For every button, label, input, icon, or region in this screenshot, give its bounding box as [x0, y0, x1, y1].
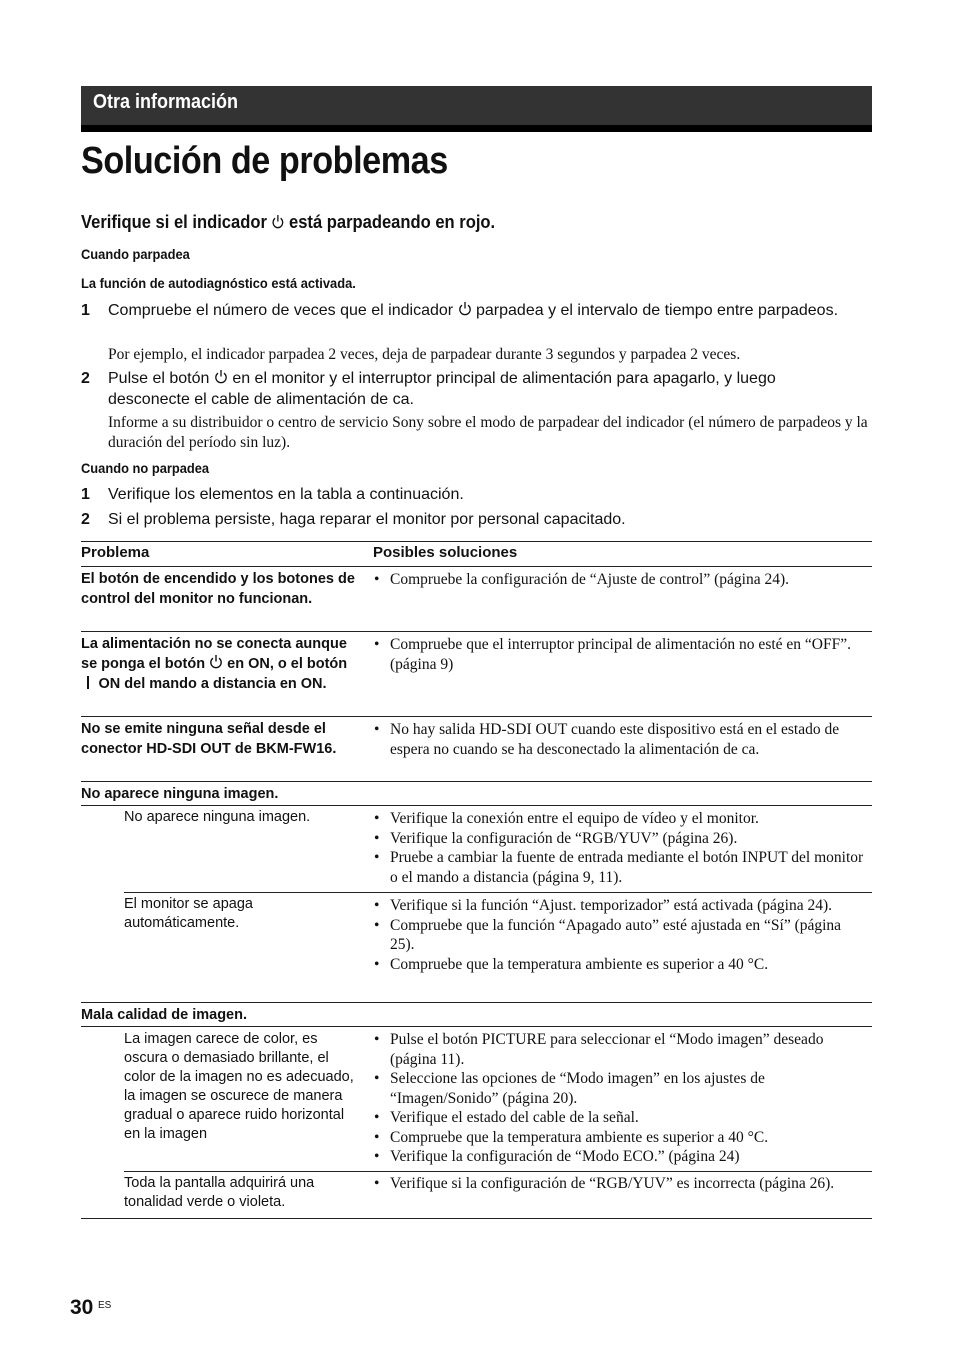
table-row-rule	[81, 631, 872, 632]
table-row-solutions	[372, 570, 867, 590]
table-row-problem: El botón de encendido y los botones de control del monitor no funcionan.	[81, 571, 355, 607]
solution-item: • Pulse el botón PICTURE para seleccionar el “Modo imagen” deseado (página 11).	[372, 1030, 867, 1069]
solution-item: • Compruebe que la función “Apagado auto” esté ajustada en “Sí” (página 25).	[372, 916, 867, 955]
power-icon	[272, 214, 285, 230]
solution-item: • Verifique la configuración de “RGB/YUV” (página 26).	[372, 829, 867, 849]
section-header	[81, 86, 872, 132]
table-group-title: No aparece ninguna imagen.	[81, 786, 279, 802]
table-row-rule	[81, 716, 872, 717]
table-row-rule	[81, 805, 872, 806]
table-subrow-problem: Toda la pantalla adquirirá una tonalidad verde o violeta.	[124, 1175, 315, 1210]
self-diagnosis-heading: La función de autodiagnóstico está activada.	[81, 275, 356, 291]
table-row-solutions	[372, 896, 867, 974]
col-header-problem: Problema	[81, 544, 150, 561]
on-bar-icon	[87, 676, 89, 689]
table-subrow-rule	[124, 892, 872, 893]
blinking-step-1: 1 Compruebe el número de veces que el indicador parpadea y el intervalo de tiempo entre parpadeos.	[81, 302, 839, 319]
solution-item: • Compruebe que el interruptor principal de alimentación no esté en “OFF”. (página 9)	[372, 635, 867, 674]
blinking-heading: Cuando parpadea	[81, 246, 190, 262]
solution-item: • No hay salida HD-SDI OUT cuando este dispositivo está en el estado de espera no cuando se ha desconectado la alimentación de ca.	[372, 720, 867, 759]
table-header-rule	[81, 566, 872, 567]
solution-item: • Compruebe que la temperatura ambiente es superior a 40 °C.	[372, 955, 867, 975]
section-title: Otra información	[93, 91, 239, 113]
power-icon	[458, 301, 472, 317]
solution-item: • Verifique si la función “Ajust. temporizador” está activada (página 24).	[372, 896, 867, 916]
solution-item: • Seleccione las opciones de “Modo imagen” en los ajustes de “Imagen/Sonido” (página 20).	[372, 1069, 867, 1108]
power-icon	[209, 654, 223, 670]
table-row-problem: La alimentación no se conecta aunque se ponga el botón en ON, o el botón ON del mando a distancia en ON.	[81, 636, 348, 692]
table-row-rule	[81, 1002, 872, 1003]
table-row-solutions	[372, 1174, 867, 1194]
solution-item: • Compruebe la configuración de “Ajuste de control” (página 24).	[372, 570, 867, 590]
table-row-solutions	[372, 720, 867, 759]
table-row-solutions	[372, 635, 867, 674]
page-number: 30	[70, 1296, 94, 1319]
table-top-rule	[81, 541, 872, 542]
table-subrow-problem: No aparece ninguna imagen.	[124, 809, 311, 825]
table-row-solutions	[372, 809, 867, 887]
not-blinking-step-1: 1 Verifique los elementos en la tabla a continuación.	[81, 486, 464, 503]
solution-item: • Verifique el estado del cable de la señal.	[372, 1108, 867, 1128]
not-blinking-heading: Cuando no parpadea	[81, 460, 210, 476]
solution-item: • Verifique la conexión entre el equipo de vídeo y el monitor.	[372, 809, 867, 829]
not-blinking-step-2: 2 Si el problema persiste, haga reparar el monitor por personal capacitado.	[81, 511, 626, 528]
blinking-step-1-note: Por ejemplo, el indicador parpadea 2 veces, deja de parpadear durante 3 segundos y parpadea 2 veces.	[108, 346, 741, 363]
power-icon	[214, 369, 228, 385]
solution-item: • Compruebe que la temperatura ambiente es superior a 40 °C.	[372, 1128, 867, 1148]
blinking-step-2-note: Informe a su distribuidor o centro de servicio Sony sobre el modo de parpadear del indicador (el número de parpadeos y la duración del período sin luz).	[108, 414, 868, 451]
solution-item: • Verifique la configuración de “Modo ECO.” (página 24)	[372, 1147, 867, 1167]
table-group-title: Mala calidad de imagen.	[81, 1007, 247, 1023]
table-row-rule	[81, 781, 872, 782]
col-header-solutions: Posibles soluciones	[373, 544, 518, 561]
page-title: Solución de problemas	[81, 140, 448, 182]
solution-item: • Pruebe a cambiar la fuente de entrada mediante el botón INPUT del monitor o el mando a distancia (página 9, 11).	[372, 848, 867, 887]
table-bottom-rule	[81, 1218, 872, 1219]
table-subrow-rule	[124, 1171, 872, 1172]
check-indicator-heading: Verifique si el indicador está parpadeando en rojo.	[81, 212, 496, 232]
solution-item: • Verifique si la configuración de “RGB/YUV” es incorrecta (página 26).	[372, 1174, 867, 1194]
table-row-rule	[81, 1026, 872, 1027]
table-subrow-problem: El monitor se apaga automáticamente.	[124, 896, 253, 931]
language-code: ES	[98, 1300, 112, 1311]
table-row-solutions	[372, 1030, 867, 1167]
table-row-problem: No se emite ninguna señal desde el conector HD-SDI OUT de BKM-FW16.	[81, 721, 337, 757]
blinking-step-2: 2 Pulse el botón en el monitor y el interruptor principal de alimentación para apagarlo, y luego desconecte el cable de alimentación de ca.	[81, 370, 776, 408]
table-subrow-problem: La imagen carece de color, es oscura o demasiado brillante, el color de la imagen no es adecuado, la imagen se oscurece de manera gradual o aparece ruido horizontal en la imagen	[124, 1031, 354, 1142]
